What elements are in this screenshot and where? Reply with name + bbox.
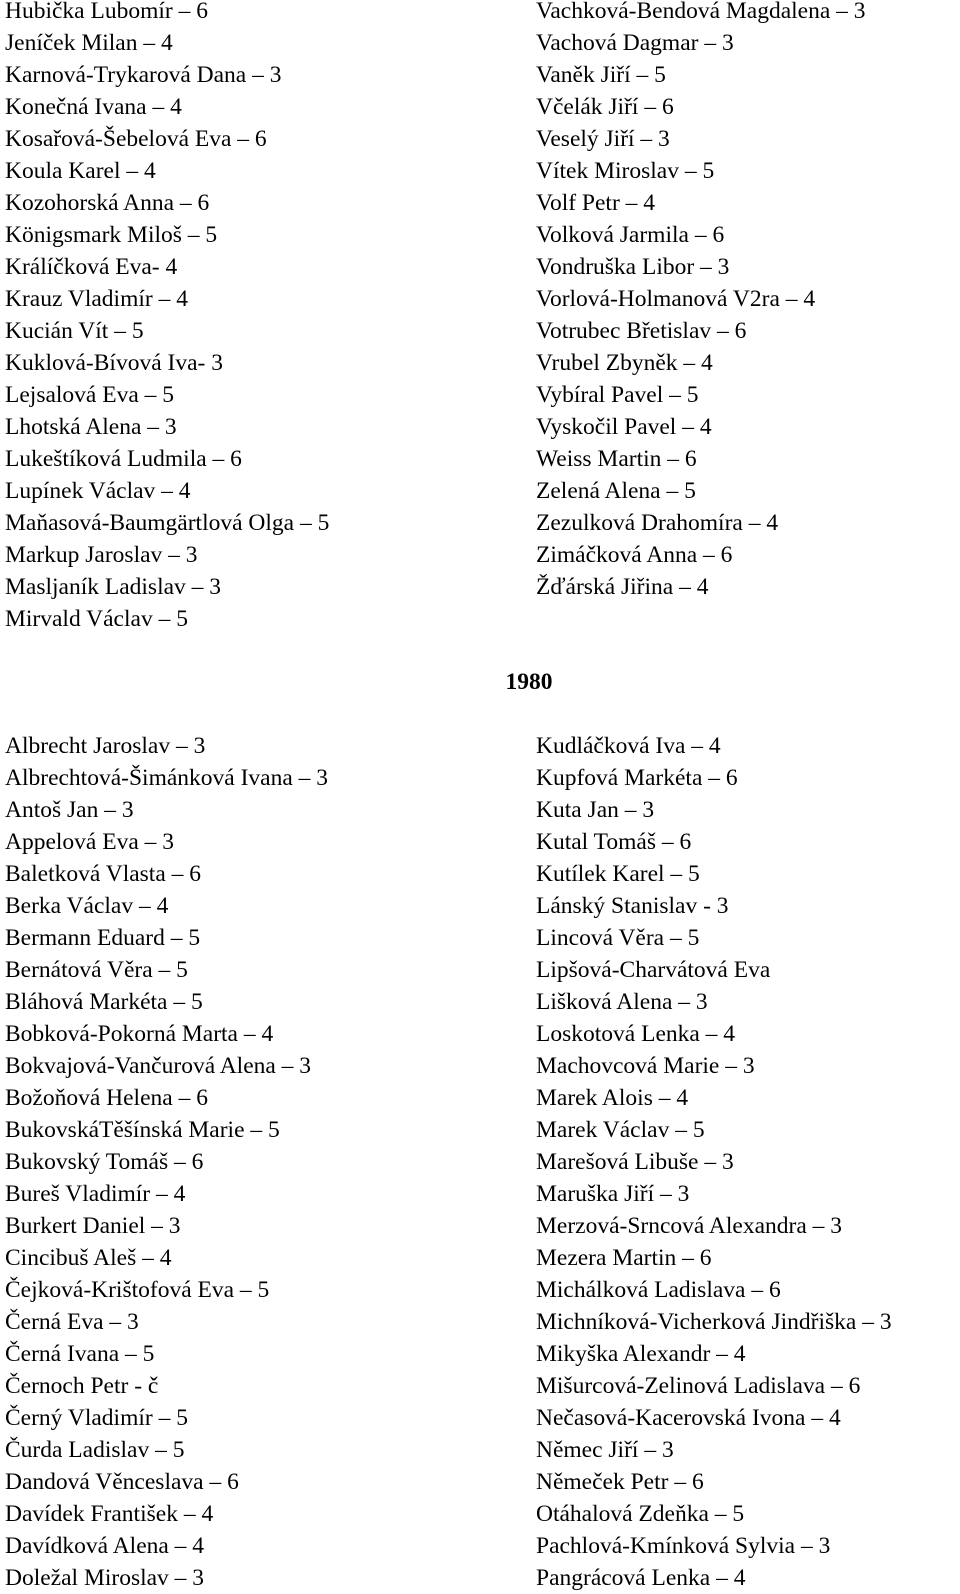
list-item: Koula Karel – 4 bbox=[5, 158, 156, 184]
list-item: Včelák Jiří – 6 bbox=[536, 94, 674, 120]
name-column-left bbox=[5, 730, 328, 1594]
list-item: Doležal Miroslav – 3 bbox=[5, 1565, 205, 1591]
list-item: Kupfová Markéta – 6 bbox=[536, 765, 738, 791]
list-item: Pangrácová Lenka – 4 bbox=[536, 1565, 746, 1591]
list-item: Masljaník Ladislav – 3 bbox=[5, 574, 222, 600]
list-item: Albrechtová-Šimánková Ivana – 3 bbox=[5, 765, 329, 791]
list-item: Vítek Miroslav – 5 bbox=[536, 158, 715, 184]
list-item: Bureš Vladimír – 4 bbox=[5, 1181, 186, 1207]
list-item: Lipšová-Charvátová Eva bbox=[536, 957, 771, 983]
list-item: Krauz Vladimír – 4 bbox=[5, 286, 188, 312]
list-item: Mišurcová-Zelinová Ladislava – 6 bbox=[536, 1373, 861, 1399]
list-item: Jeníček Milan – 4 bbox=[5, 30, 173, 56]
list-item: Burkert Daniel – 3 bbox=[5, 1213, 181, 1239]
list-item: Lupínek Václav – 4 bbox=[5, 478, 191, 504]
list-item: Mezera Martin – 6 bbox=[536, 1245, 712, 1271]
list-item: Kutílek Karel – 5 bbox=[536, 861, 700, 887]
list-item: Karnová-Trykarová Dana – 3 bbox=[5, 62, 282, 88]
list-item: Bernátová Věra – 5 bbox=[5, 957, 188, 983]
list-item: Lincová Věra – 5 bbox=[536, 925, 700, 951]
list-item: Králíčková Eva- 4 bbox=[5, 254, 178, 280]
list-item: Appelová Eva – 3 bbox=[5, 829, 175, 855]
name-column-right bbox=[536, 0, 866, 603]
list-item: Vondruška Libor – 3 bbox=[536, 254, 730, 280]
list-item: Merzová-Srncová Alexandra – 3 bbox=[536, 1213, 843, 1239]
list-item: Vrubel Zbyněk – 4 bbox=[536, 350, 713, 376]
list-item: Bokvajová-Vančurová Alena – 3 bbox=[5, 1053, 312, 1079]
list-item: Lišková Alena – 3 bbox=[536, 989, 708, 1015]
list-item: Weiss Martin – 6 bbox=[536, 446, 697, 472]
name-column-right bbox=[536, 730, 892, 1594]
list-item: Albrecht Jaroslav – 3 bbox=[5, 733, 206, 759]
list-item: Markup Jaroslav – 3 bbox=[5, 542, 198, 568]
list-item: Machovcová Marie – 3 bbox=[536, 1053, 755, 1079]
list-item: Kucián Vít – 5 bbox=[5, 318, 144, 344]
list-item: Nečasová-Kacerovská Ivona – 4 bbox=[536, 1405, 841, 1431]
list-item: Božoňová Helena – 6 bbox=[5, 1085, 208, 1111]
list-item: Zelená Alena – 5 bbox=[536, 478, 696, 504]
list-item: Kudláčková Iva – 4 bbox=[536, 733, 721, 759]
list-item: Lánský Stanislav - 3 bbox=[536, 893, 729, 919]
list-item: Zezulková Drahomíra – 4 bbox=[536, 510, 779, 536]
list-item: Čejková-Krištofová Eva – 5 bbox=[5, 1277, 270, 1303]
list-item: Dandová Věnceslava – 6 bbox=[5, 1469, 239, 1495]
list-item: Maruška Jiří – 3 bbox=[536, 1181, 690, 1207]
list-item: Vorlová-Holmanová V2ra – 4 bbox=[536, 286, 816, 312]
list-item: Hubička Lubomír – 6 bbox=[5, 0, 208, 24]
list-item: Černoch Petr - č bbox=[5, 1373, 159, 1399]
list-item: Bukovský Tomáš – 6 bbox=[5, 1149, 204, 1175]
list-item: Berka Václav – 4 bbox=[5, 893, 169, 919]
list-item: Loskotová Lenka – 4 bbox=[536, 1021, 736, 1047]
list-item: Vybíral Pavel – 5 bbox=[536, 382, 699, 408]
list-item: Otáhalová Zdeňka – 5 bbox=[536, 1501, 745, 1527]
list-item: Volf Petr – 4 bbox=[536, 190, 656, 216]
list-item: Königsmark Miloš – 5 bbox=[5, 222, 218, 248]
list-item: Mikyška Alexandr – 4 bbox=[536, 1341, 746, 1367]
list-item: Vachová Dagmar – 3 bbox=[536, 30, 734, 56]
list-item: Čurda Ladislav – 5 bbox=[5, 1437, 185, 1463]
list-item: Kuklová-Bívová Iva- 3 bbox=[5, 350, 223, 376]
list-item: Davídek František – 4 bbox=[5, 1501, 214, 1527]
year-heading: 1980 bbox=[505, 669, 553, 695]
list-item: Kosařová-Šebelová Eva – 6 bbox=[5, 126, 267, 152]
list-item: Lhotská Alena – 3 bbox=[5, 414, 177, 440]
list-item: Bobková-Pokorná Marta – 4 bbox=[5, 1021, 274, 1047]
list-item: Vyskočil Pavel – 4 bbox=[536, 414, 712, 440]
list-item: Marek Alois – 4 bbox=[536, 1085, 689, 1111]
list-item: Davídková Alena – 4 bbox=[5, 1533, 205, 1559]
list-item: Černý Vladimír – 5 bbox=[5, 1405, 188, 1431]
list-item: Lukeštíková Ludmila – 6 bbox=[5, 446, 242, 472]
list-item: Vachková-Bendová Magdalena – 3 bbox=[536, 0, 866, 24]
list-item: Maňasová-Baumgärtlová Olga – 5 bbox=[5, 510, 330, 536]
list-item: Černá Ivana – 5 bbox=[5, 1341, 155, 1367]
list-item: Marek Václav – 5 bbox=[536, 1117, 705, 1143]
list-item: Cincibuš Aleš – 4 bbox=[5, 1245, 172, 1271]
list-item: Kutal Tomáš – 6 bbox=[536, 829, 692, 855]
name-column-left bbox=[5, 0, 329, 635]
list-item: Němeček Petr – 6 bbox=[536, 1469, 704, 1495]
list-item: Konečná Ivana – 4 bbox=[5, 94, 182, 120]
list-item: Kuta Jan – 3 bbox=[536, 797, 655, 823]
list-item: Antoš Jan – 3 bbox=[5, 797, 134, 823]
list-item: BukovskáTěšínská Marie – 5 bbox=[5, 1117, 280, 1143]
list-item: Zimáčková Anna – 6 bbox=[536, 542, 733, 568]
list-item: Votrubec Břetislav – 6 bbox=[536, 318, 747, 344]
list-item: Lejsalová Eva – 5 bbox=[5, 382, 175, 408]
list-item: Vaněk Jiří – 5 bbox=[536, 62, 666, 88]
list-item: Bermann Eduard – 5 bbox=[5, 925, 201, 951]
list-item: Pachlová-Kmínková Sylvia – 3 bbox=[536, 1533, 831, 1559]
list-item: Michníková-Vicherková Jindřiška – 3 bbox=[536, 1309, 892, 1335]
list-item: Marešová Libuše – 3 bbox=[536, 1149, 734, 1175]
list-item: Volková Jarmila – 6 bbox=[536, 222, 725, 248]
list-item: Černá Eva – 3 bbox=[5, 1309, 139, 1335]
list-item: Mirvald Václav – 5 bbox=[5, 606, 188, 632]
list-item: Veselý Jiří – 3 bbox=[536, 126, 670, 152]
list-item: Němec Jiří – 3 bbox=[536, 1437, 674, 1463]
list-item: Kozohorská Anna – 6 bbox=[5, 190, 210, 216]
list-item: Bláhová Markéta – 5 bbox=[5, 989, 203, 1015]
list-item: Michálková Ladislava – 6 bbox=[536, 1277, 781, 1303]
list-item: Žďárská Jiřina – 4 bbox=[536, 574, 709, 600]
list-item: Baletková Vlasta – 6 bbox=[5, 861, 202, 887]
